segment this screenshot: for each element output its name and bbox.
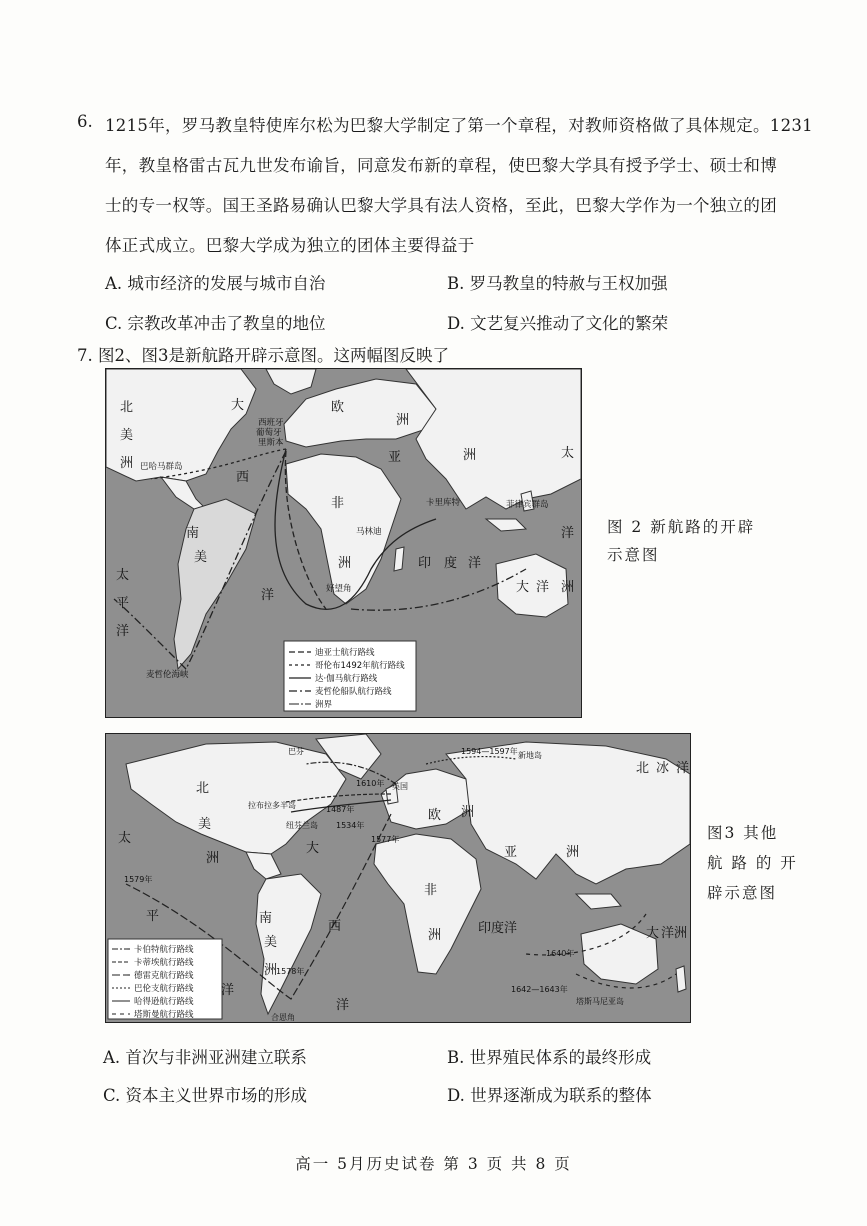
- map3-label-fei: 非: [424, 883, 438, 898]
- map3-label-baffin: 巴芬: [288, 747, 304, 756]
- map2-label-yindu: 印: [418, 556, 432, 571]
- map3-label-y1610: 1610年: [356, 779, 385, 788]
- map2-caption-2: 示意图: [607, 546, 660, 564]
- map3-label-nan: 南: [259, 911, 273, 926]
- map2-label-north: 北: [120, 400, 134, 415]
- map3-label-y1577: 1577年: [371, 835, 400, 844]
- q6-line-2: 年，教皇格雷古瓦九世发布谕旨，同意发布新的章程，使巴黎大学具有授予学士、硕士和博: [105, 156, 777, 175]
- map2-label-yang2: 洋: [561, 526, 575, 541]
- map3-label-ou: 欧: [428, 808, 442, 823]
- map3-caption-2: 航 路 的 开: [707, 854, 798, 872]
- map3-label-da: 大: [306, 841, 320, 856]
- map2-label-ou: 欧: [331, 400, 345, 415]
- map3-label-xindi: 新地岛: [518, 751, 542, 760]
- map3-label-xi: 西: [328, 919, 342, 934]
- map2-label-xi: 西: [236, 470, 250, 485]
- map3-legend-4: 巴伦支航行路线: [134, 984, 194, 994]
- map2-caption-1: 图 2 新航路的开辟: [607, 518, 756, 536]
- map3-caption-3: 辟示意图: [707, 884, 778, 902]
- map2-label-du: 度: [444, 556, 458, 571]
- map2-svg: [106, 369, 581, 717]
- map2-label-zhou: 洲: [120, 456, 134, 471]
- map3-label-nanmei: 美: [264, 935, 278, 950]
- q6-line-1: 1215年，罗马教皇特使库尔松为巴黎大学制定了第一个章程，对教师资格做了具体规定。1231: [105, 116, 813, 135]
- map3-caption-1: 图3 其他: [707, 824, 779, 842]
- map3-label-england: 英国: [392, 782, 408, 791]
- map2-label-da1: 大: [231, 398, 245, 413]
- map3-label-feizhou: 洲: [428, 928, 442, 943]
- q6-line-3: 士的专一权等。国王圣路易确认巴黎大学具有法人资格，至此，巴黎大学作为一个独立的团: [105, 196, 777, 215]
- map3-label-indian: 印度洋: [478, 921, 518, 936]
- q7-option-d: D. 世界逐渐成为联系的整体: [447, 1086, 652, 1105]
- map-figure-3: [105, 733, 691, 1023]
- map3-legend-1: 卡伯特航行路线: [134, 945, 194, 955]
- q7-option-b: B. 世界殖民体系的最终形成: [447, 1048, 652, 1067]
- map3-label-bei: 北: [636, 761, 650, 776]
- map3-legend-3: 德雷克航行路线: [134, 971, 194, 981]
- map2-label-mei: 美: [120, 428, 134, 443]
- map3-label-ya: 亚: [504, 845, 518, 860]
- map3-label-y1487: 1487年: [326, 805, 355, 814]
- map2-legend-2: 哥伦布1492年航行路线: [315, 661, 405, 671]
- map3-label-y1534: 1534年: [336, 821, 365, 830]
- map3-label-ping: 平: [146, 909, 160, 924]
- map3-label-yang: 洋: [221, 983, 235, 998]
- map3-label-yangzhou: 洋洲: [661, 926, 688, 941]
- map2-label-yazhou: 洲: [463, 448, 477, 463]
- q6-option-b: B. 罗马教皇的特赦与王权加强: [447, 274, 668, 293]
- q6-line-4: 体正式成立。巴黎大学成为独立的团体主要得益于: [105, 236, 475, 255]
- map2-legend-3: 达·伽马航行路线: [315, 674, 378, 684]
- map3-label-yang2: 洋: [336, 998, 350, 1013]
- map3-legend-2: 卡蒂埃航行路线: [134, 958, 194, 968]
- map2-label-malindi: 马林迪: [356, 527, 382, 537]
- map3-label-mei: 美: [198, 817, 212, 832]
- map2-label-yy: 洋: [468, 556, 482, 571]
- map2-label-ya: 亚: [388, 450, 402, 465]
- map3-label-yazhou: 洲: [566, 845, 580, 860]
- map3-label-yang3: 洋: [676, 761, 690, 776]
- map3-label-zhou: 洲: [206, 851, 220, 866]
- map3-label-y1642: 1642—1643年: [511, 985, 568, 994]
- q7-stem: 7. 图2、图3是新航路开辟示意图。这两幅图反映了: [77, 346, 449, 365]
- map2-label-magellan-strait: 麦哲伦海峡: [146, 670, 189, 680]
- map3-label-tai: 太: [118, 831, 132, 846]
- map3-svg: [106, 734, 690, 1022]
- map3-label-dayang: 大: [646, 926, 660, 941]
- map2-label-dayang: 大: [516, 580, 530, 595]
- map3-label-nanzhou: 洲: [264, 963, 278, 978]
- map2-label-yz: 洲: [561, 580, 575, 595]
- q6-number: 6.: [77, 112, 93, 131]
- map2-label-ping1: 平: [116, 596, 130, 611]
- map2-label-philippines: 菲律宾群岛: [506, 500, 549, 510]
- page-footer: 高一 5月历史试卷 第 3 页 共 8 页: [295, 1155, 572, 1173]
- map2-label-spain: 西班牙: [258, 418, 284, 428]
- map3-legend-5: 哈得逊航行路线: [134, 997, 194, 1007]
- map3-label-cape-horn: 合恩角: [271, 1013, 295, 1022]
- map3-label-newfoundland: 纽芬兰岛: [286, 821, 318, 830]
- map2-label-fei: 非: [331, 496, 345, 511]
- map3-label-y1640: 1640年: [546, 949, 575, 958]
- q7-option-c: C. 资本主义世界市场的形成: [103, 1086, 308, 1105]
- map2-label-nanmei: 美: [194, 550, 208, 565]
- q6-option-c: C. 宗教改革冲击了教皇的地位: [105, 314, 326, 333]
- map2-label-yangzhou: 洋: [536, 580, 550, 595]
- map3-label-y1579: 1579年: [124, 875, 153, 884]
- map2-label-feizhou: 洲: [338, 556, 352, 571]
- map3-label-north: 北: [196, 781, 210, 796]
- map3-label-labrador: 拉布拉多半岛: [248, 801, 296, 810]
- q6-option-a: A. 城市经济的发展与城市自治: [105, 274, 326, 293]
- map2-legend-5: 洲界: [315, 700, 333, 710]
- map2-label-yang1: 洋: [116, 624, 130, 639]
- map3-legend-6: 塔斯曼航行路线: [134, 1010, 194, 1020]
- map2-label-ouzhou: 洲: [396, 413, 410, 428]
- map2-label-bahamas: 巴哈马群岛: [140, 462, 183, 472]
- map2-label-cape: 好望角: [326, 584, 352, 594]
- map3-label-y1578: 1578年: [276, 967, 305, 976]
- map2-legend-4: 麦哲伦船队航行路线: [315, 687, 392, 697]
- q7-option-a: A. 首次与非洲亚洲建立联系: [103, 1048, 307, 1067]
- map2-label-yang: 洋: [261, 588, 275, 603]
- map3-label-bing: 冰: [656, 761, 670, 776]
- map2-label-tai2: 太: [561, 446, 575, 461]
- map2-label-portugal: 葡萄牙: [256, 428, 282, 438]
- q6-option-d: D. 文艺复兴推动了文化的繁荣: [447, 314, 669, 333]
- map2-legend-1: 迪亚士航行路线: [315, 648, 375, 658]
- map2-label-calicut: 卡里库特: [426, 498, 461, 508]
- map2-label-nan: 南: [186, 526, 200, 541]
- map3-label-ouzhou: 洲: [461, 805, 475, 820]
- map3-label-y1594: 1594—1597年: [461, 747, 518, 756]
- map2-label-tai1: 太: [116, 568, 130, 583]
- map-figure-2: [105, 368, 582, 718]
- map3-label-tasmania: 塔斯马尼亚岛: [576, 997, 624, 1006]
- map2-label-lisbon: 里斯本: [258, 438, 284, 448]
